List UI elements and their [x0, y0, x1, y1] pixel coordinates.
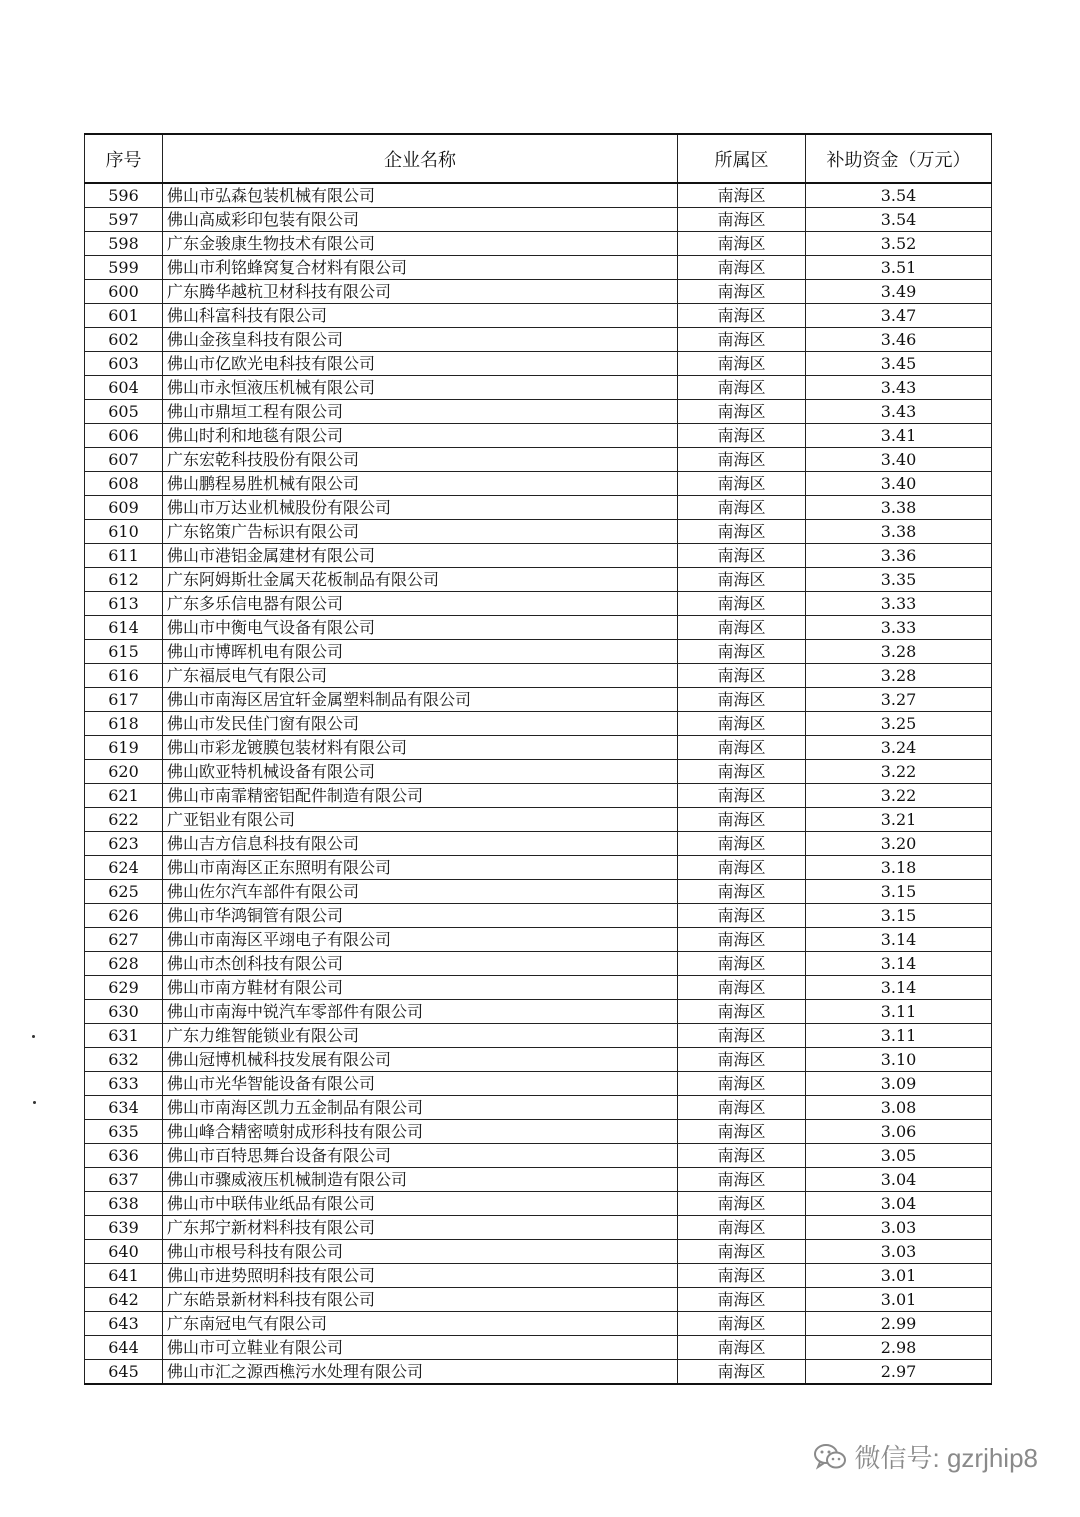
- cell-district: 南海区: [678, 256, 806, 280]
- table-row: [85, 352, 992, 376]
- cell-no: 606: [85, 424, 163, 448]
- cell-amount: 3.41: [806, 424, 992, 448]
- cell-district: 南海区: [678, 928, 806, 952]
- cell-district: 南海区: [678, 1120, 806, 1144]
- cell-no: 622: [85, 808, 163, 832]
- header-amount: 补助资金（万元）: [806, 134, 992, 183]
- cell-company-name: 佛山市南海中锐汽车零部件有限公司: [163, 1000, 678, 1024]
- table-row: [85, 904, 992, 928]
- cell-district: 南海区: [678, 1144, 806, 1168]
- cell-company-name: 广东力维智能锁业有限公司: [163, 1024, 678, 1048]
- cell-no: 596: [85, 183, 163, 208]
- cell-company-name: 佛山市永恒液压机械有限公司: [163, 376, 678, 400]
- table-row: [85, 1312, 992, 1336]
- cell-company-name: 佛山市汇之源西樵污水处理有限公司: [163, 1360, 678, 1385]
- cell-no: 629: [85, 976, 163, 1000]
- cell-amount: 3.03: [806, 1216, 992, 1240]
- table-row: [85, 1144, 992, 1168]
- cell-no: 603: [85, 352, 163, 376]
- cell-amount: 3.15: [806, 904, 992, 928]
- cell-amount: 3.14: [806, 976, 992, 1000]
- cell-company-name: 佛山金孩皇科技有限公司: [163, 328, 678, 352]
- table-row: [85, 496, 992, 520]
- cell-no: 625: [85, 880, 163, 904]
- cell-district: 南海区: [678, 784, 806, 808]
- cell-company-name: 佛山高威彩印包装有限公司: [163, 208, 678, 232]
- table-header: [85, 134, 992, 183]
- table-row: [85, 760, 992, 784]
- cell-district: 南海区: [678, 1168, 806, 1192]
- cell-company-name: 佛山市港铝金属建材有限公司: [163, 544, 678, 568]
- cell-amount: 3.14: [806, 928, 992, 952]
- cell-no: 615: [85, 640, 163, 664]
- table-row: [85, 1096, 992, 1120]
- table-row: [85, 880, 992, 904]
- table-row: [85, 1048, 992, 1072]
- cell-amount: 3.03: [806, 1240, 992, 1264]
- cell-amount: 3.43: [806, 376, 992, 400]
- cell-no: 643: [85, 1312, 163, 1336]
- watermark-text: 微信号: gzrjhip8: [854, 1443, 1038, 1473]
- cell-no: 607: [85, 448, 163, 472]
- cell-no: 605: [85, 400, 163, 424]
- header-district: 所属区: [678, 134, 806, 183]
- cell-amount: 2.97: [806, 1360, 992, 1385]
- cell-district: 南海区: [678, 952, 806, 976]
- cell-no: 601: [85, 304, 163, 328]
- cell-amount: 3.10: [806, 1048, 992, 1072]
- cell-district: 南海区: [678, 1048, 806, 1072]
- cell-no: 621: [85, 784, 163, 808]
- cell-company-name: 佛山市亿欧光电科技有限公司: [163, 352, 678, 376]
- cell-company-name: 佛山市杰创科技有限公司: [163, 952, 678, 976]
- cell-company-name: 佛山鹏程易胜机械有限公司: [163, 472, 678, 496]
- cell-amount: 2.98: [806, 1336, 992, 1360]
- cell-district: 南海区: [678, 424, 806, 448]
- cell-amount: 3.28: [806, 664, 992, 688]
- cell-district: 南海区: [678, 1240, 806, 1264]
- table-row: [85, 688, 992, 712]
- cell-no: 617: [85, 688, 163, 712]
- cell-company-name: 佛山市百特思舞台设备有限公司: [163, 1144, 678, 1168]
- cell-company-name: 佛山市进势照明科技有限公司: [163, 1264, 678, 1288]
- cell-no: 620: [85, 760, 163, 784]
- table-row: [85, 976, 992, 1000]
- table-row: [85, 472, 992, 496]
- cell-district: 南海区: [678, 568, 806, 592]
- cell-district: 南海区: [678, 1336, 806, 1360]
- header-row: [85, 134, 992, 183]
- table-row: [85, 1168, 992, 1192]
- cell-amount: 3.25: [806, 712, 992, 736]
- cell-company-name: 佛山市鼎垣工程有限公司: [163, 400, 678, 424]
- cell-district: 南海区: [678, 328, 806, 352]
- cell-no: 602: [85, 328, 163, 352]
- table-row: [85, 1288, 992, 1312]
- table-row: [85, 232, 992, 256]
- cell-no: 644: [85, 1336, 163, 1360]
- cell-amount: 3.49: [806, 280, 992, 304]
- table-row: [85, 1360, 992, 1385]
- table-row: [85, 544, 992, 568]
- cell-company-name: 佛山市华鸿铜管有限公司: [163, 904, 678, 928]
- table-row: [85, 1024, 992, 1048]
- cell-no: 636: [85, 1144, 163, 1168]
- cell-district: 南海区: [678, 1000, 806, 1024]
- table-row: [85, 424, 992, 448]
- cell-company-name: 佛山市根号科技有限公司: [163, 1240, 678, 1264]
- cell-district: 南海区: [678, 183, 806, 208]
- scan-speck: [33, 1101, 36, 1104]
- cell-district: 南海区: [678, 1216, 806, 1240]
- cell-company-name: 佛山市中联伟业纸品有限公司: [163, 1192, 678, 1216]
- cell-amount: 3.38: [806, 520, 992, 544]
- table-row: [85, 328, 992, 352]
- cell-no: 633: [85, 1072, 163, 1096]
- cell-district: 南海区: [678, 448, 806, 472]
- cell-no: 597: [85, 208, 163, 232]
- cell-district: 南海区: [678, 496, 806, 520]
- cell-company-name: 广东铭策广告标识有限公司: [163, 520, 678, 544]
- cell-company-name: 佛山市可立鞋业有限公司: [163, 1336, 678, 1360]
- cell-district: 南海区: [678, 856, 806, 880]
- cell-no: 626: [85, 904, 163, 928]
- cell-district: 南海区: [678, 640, 806, 664]
- cell-no: 598: [85, 232, 163, 256]
- table-row: [85, 1120, 992, 1144]
- cell-company-name: 佛山市南海区居宜轩金属塑料制品有限公司: [163, 688, 678, 712]
- cell-district: 南海区: [678, 544, 806, 568]
- cell-no: 639: [85, 1216, 163, 1240]
- cell-no: 619: [85, 736, 163, 760]
- cell-district: 南海区: [678, 688, 806, 712]
- cell-no: 640: [85, 1240, 163, 1264]
- cell-no: 634: [85, 1096, 163, 1120]
- table-row: [85, 376, 992, 400]
- cell-district: 南海区: [678, 352, 806, 376]
- cell-company-name: 佛山市骤威液压机械制造有限公司: [163, 1168, 678, 1192]
- cell-amount: 3.38: [806, 496, 992, 520]
- table-row: [85, 208, 992, 232]
- cell-district: 南海区: [678, 880, 806, 904]
- cell-company-name: 佛山时利和地毯有限公司: [163, 424, 678, 448]
- cell-amount: 3.01: [806, 1264, 992, 1288]
- cell-company-name: 广东宏乾科技股份有限公司: [163, 448, 678, 472]
- cell-district: 南海区: [678, 832, 806, 856]
- cell-amount: 3.22: [806, 784, 992, 808]
- cell-district: 南海区: [678, 1288, 806, 1312]
- cell-amount: 3.35: [806, 568, 992, 592]
- table-row: [85, 400, 992, 424]
- cell-no: 623: [85, 832, 163, 856]
- subsidy-table: [84, 133, 992, 1385]
- table-row: [85, 616, 992, 640]
- cell-company-name: 佛山市南海区凯力五金制品有限公司: [163, 1096, 678, 1120]
- cell-no: 631: [85, 1024, 163, 1048]
- cell-amount: 3.33: [806, 592, 992, 616]
- cell-company-name: 佛山市利铭蜂窝复合材料有限公司: [163, 256, 678, 280]
- cell-no: 637: [85, 1168, 163, 1192]
- cell-district: 南海区: [678, 1264, 806, 1288]
- cell-amount: 3.51: [806, 256, 992, 280]
- cell-amount: 3.20: [806, 832, 992, 856]
- cell-company-name: 广亚铝业有限公司: [163, 808, 678, 832]
- cell-no: 613: [85, 592, 163, 616]
- cell-company-name: 佛山市南霏精密铝配件制造有限公司: [163, 784, 678, 808]
- table-row: [85, 280, 992, 304]
- cell-district: 南海区: [678, 904, 806, 928]
- table-row: [85, 448, 992, 472]
- cell-company-name: 佛山市发民佳门窗有限公司: [163, 712, 678, 736]
- cell-district: 南海区: [678, 616, 806, 640]
- cell-company-name: 佛山市南海区正东照明有限公司: [163, 856, 678, 880]
- cell-company-name: 广东金骏康生物技术有限公司: [163, 232, 678, 256]
- table-row: [85, 928, 992, 952]
- cell-district: 南海区: [678, 712, 806, 736]
- table-row: [85, 1192, 992, 1216]
- cell-no: 599: [85, 256, 163, 280]
- cell-company-name: 佛山吉方信息科技有限公司: [163, 832, 678, 856]
- cell-amount: 3.40: [806, 448, 992, 472]
- table-row: [85, 640, 992, 664]
- table-row: [85, 808, 992, 832]
- table-row: [85, 784, 992, 808]
- table-row: [85, 592, 992, 616]
- cell-amount: 3.08: [806, 1096, 992, 1120]
- cell-company-name: 广东阿姆斯壮金属天花板制品有限公司: [163, 568, 678, 592]
- cell-district: 南海区: [678, 376, 806, 400]
- table-row: [85, 304, 992, 328]
- cell-no: 641: [85, 1264, 163, 1288]
- cell-no: 642: [85, 1288, 163, 1312]
- cell-amount: 3.28: [806, 640, 992, 664]
- cell-amount: 3.18: [806, 856, 992, 880]
- cell-company-name: 佛山欧亚特机械设备有限公司: [163, 760, 678, 784]
- cell-amount: 3.54: [806, 208, 992, 232]
- cell-no: 645: [85, 1360, 163, 1385]
- cell-company-name: 广东多乐信电器有限公司: [163, 592, 678, 616]
- cell-no: 616: [85, 664, 163, 688]
- cell-company-name: 佛山市中衡电气设备有限公司: [163, 616, 678, 640]
- table-row: [85, 1264, 992, 1288]
- watermark: [813, 1438, 1039, 1475]
- cell-no: 612: [85, 568, 163, 592]
- cell-company-name: 佛山市万达业机械股份有限公司: [163, 496, 678, 520]
- table-row: [85, 1216, 992, 1240]
- cell-district: 南海区: [678, 1096, 806, 1120]
- cell-district: 南海区: [678, 520, 806, 544]
- cell-district: 南海区: [678, 1192, 806, 1216]
- scan-speck: [32, 1035, 35, 1038]
- cell-no: 604: [85, 376, 163, 400]
- cell-no: 635: [85, 1120, 163, 1144]
- cell-company-name: 广东腾华越杭卫材科技有限公司: [163, 280, 678, 304]
- cell-company-name: 佛山佐尔汽车部件有限公司: [163, 880, 678, 904]
- cell-amount: 3.04: [806, 1168, 992, 1192]
- cell-district: 南海区: [678, 1360, 806, 1385]
- header-no: 序号: [85, 134, 163, 183]
- cell-no: 628: [85, 952, 163, 976]
- cell-amount: 3.11: [806, 1024, 992, 1048]
- cell-amount: 3.14: [806, 952, 992, 976]
- cell-amount: 2.99: [806, 1312, 992, 1336]
- cell-district: 南海区: [678, 592, 806, 616]
- subsidy-table-sheet: [84, 133, 992, 1385]
- cell-no: 611: [85, 544, 163, 568]
- cell-district: 南海区: [678, 400, 806, 424]
- cell-district: 南海区: [678, 760, 806, 784]
- table-row: [85, 952, 992, 976]
- cell-amount: 3.15: [806, 880, 992, 904]
- cell-amount: 3.45: [806, 352, 992, 376]
- cell-amount: 3.36: [806, 544, 992, 568]
- cell-no: 600: [85, 280, 163, 304]
- cell-district: 南海区: [678, 976, 806, 1000]
- cell-no: 614: [85, 616, 163, 640]
- cell-amount: 3.22: [806, 760, 992, 784]
- cell-amount: 3.54: [806, 183, 992, 208]
- cell-amount: 3.24: [806, 736, 992, 760]
- table-row: [85, 256, 992, 280]
- table-row: [85, 832, 992, 856]
- table-row: [85, 183, 992, 208]
- cell-amount: 3.09: [806, 1072, 992, 1096]
- cell-district: 南海区: [678, 808, 806, 832]
- cell-company-name: 佛山峰合精密喷射成形科技有限公司: [163, 1120, 678, 1144]
- cell-no: 624: [85, 856, 163, 880]
- cell-no: 609: [85, 496, 163, 520]
- cell-company-name: 广东福辰电气有限公司: [163, 664, 678, 688]
- cell-amount: 3.40: [806, 472, 992, 496]
- cell-company-name: 佛山市南方鞋材有限公司: [163, 976, 678, 1000]
- cell-no: 618: [85, 712, 163, 736]
- cell-company-name: 广东皓景新材料科技有限公司: [163, 1288, 678, 1312]
- cell-no: 632: [85, 1048, 163, 1072]
- cell-company-name: 佛山市南海区平翊电子有限公司: [163, 928, 678, 952]
- cell-company-name: 佛山冠博机械科技发展有限公司: [163, 1048, 678, 1072]
- header-company-name: 企业名称: [163, 134, 678, 183]
- cell-no: 610: [85, 520, 163, 544]
- cell-amount: 3.43: [806, 400, 992, 424]
- cell-district: 南海区: [678, 232, 806, 256]
- table-row: [85, 712, 992, 736]
- cell-district: 南海区: [678, 472, 806, 496]
- table-row: [85, 736, 992, 760]
- cell-district: 南海区: [678, 280, 806, 304]
- cell-district: 南海区: [678, 1072, 806, 1096]
- table-row: [85, 1000, 992, 1024]
- table-row: [85, 520, 992, 544]
- cell-company-name: 佛山科富科技有限公司: [163, 304, 678, 328]
- table-row: [85, 1072, 992, 1096]
- cell-amount: 3.05: [806, 1144, 992, 1168]
- cell-no: 638: [85, 1192, 163, 1216]
- table-row: [85, 1336, 992, 1360]
- table-row: [85, 568, 992, 592]
- cell-amount: 3.01: [806, 1288, 992, 1312]
- table-body: [85, 183, 992, 1384]
- table-row: [85, 664, 992, 688]
- cell-amount: 3.06: [806, 1120, 992, 1144]
- cell-amount: 3.46: [806, 328, 992, 352]
- cell-company-name: 广东南冠电气有限公司: [163, 1312, 678, 1336]
- cell-no: 627: [85, 928, 163, 952]
- cell-no: 608: [85, 472, 163, 496]
- cell-district: 南海区: [678, 736, 806, 760]
- cell-district: 南海区: [678, 1024, 806, 1048]
- cell-amount: 3.33: [806, 616, 992, 640]
- cell-company-name: 佛山市弘森包装机械有限公司: [163, 183, 678, 208]
- cell-amount: 3.21: [806, 808, 992, 832]
- cell-company-name: 佛山市光华智能设备有限公司: [163, 1072, 678, 1096]
- cell-amount: 3.04: [806, 1192, 992, 1216]
- cell-district: 南海区: [678, 208, 806, 232]
- cell-no: 630: [85, 1000, 163, 1024]
- cell-company-name: 佛山市彩龙镀膜包装材料有限公司: [163, 736, 678, 760]
- cell-district: 南海区: [678, 664, 806, 688]
- cell-amount: 3.52: [806, 232, 992, 256]
- cell-amount: 3.27: [806, 688, 992, 712]
- table-row: [85, 1240, 992, 1264]
- cell-company-name: 佛山市博晖机电有限公司: [163, 640, 678, 664]
- cell-amount: 3.11: [806, 1000, 992, 1024]
- cell-amount: 3.47: [806, 304, 992, 328]
- cell-district: 南海区: [678, 304, 806, 328]
- cell-district: 南海区: [678, 1312, 806, 1336]
- wechat-icon: [813, 1442, 847, 1472]
- cell-company-name: 广东邦宁新材料科技有限公司: [163, 1216, 678, 1240]
- table-row: [85, 856, 992, 880]
